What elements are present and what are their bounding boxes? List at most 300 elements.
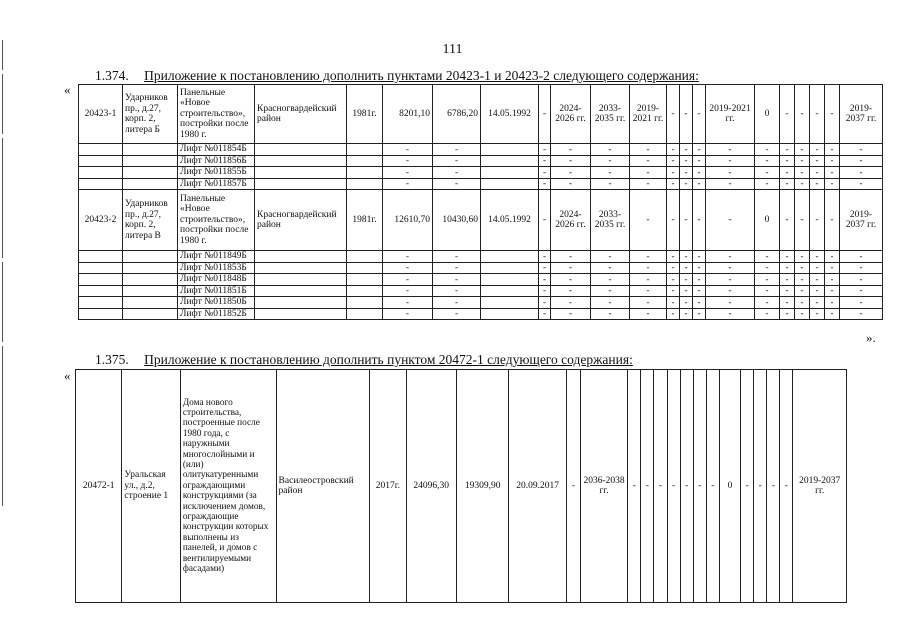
page-number: 111 [442, 42, 463, 57]
empty-cell [481, 308, 539, 320]
area-living: 19309,90 [456, 370, 508, 603]
date: 14.05.1992 [481, 85, 539, 144]
empty-cell [347, 167, 383, 179]
dash-cell: - [628, 370, 641, 603]
dash-cell: - [539, 155, 551, 167]
dash-cell: - [680, 178, 693, 190]
dash-cell: - [566, 370, 580, 603]
dash-cell: - [693, 370, 706, 603]
empty-cell [255, 308, 347, 320]
item-id: 20423-1 [79, 85, 123, 144]
dash-cell: - [693, 155, 706, 167]
section-1375-heading [95, 352, 633, 368]
dash-cell: - [383, 251, 433, 263]
dash-cell: - [825, 178, 840, 190]
dash-cell: - [667, 144, 680, 156]
dash-cell: - [680, 144, 693, 156]
dash-cell: - [680, 155, 693, 167]
dash-cell: - [383, 297, 433, 309]
dash-cell: - [693, 144, 706, 156]
empty-cell [123, 251, 178, 263]
dash-cell: - [667, 251, 680, 263]
dash-cell: - [810, 155, 825, 167]
district: Красногвардейский район [255, 85, 347, 144]
lift-row [79, 297, 883, 309]
dash-cell: - [795, 262, 810, 274]
building-type: Дома нового строительства, построенные после 1980 года, с наружными многослойными и (или) олитукатуренными ограждающими конструкциями (за исключением домов, ограждающие конструкции которых выполнены из панелей, и домов с вентилируемыми фасадами) [180, 370, 276, 603]
dash-cell: - [630, 297, 667, 309]
period-cell: 2019-2037 гг. [840, 190, 883, 251]
dash-cell: - [755, 285, 780, 297]
area-total: 12610,70 [383, 190, 433, 251]
empty-cell [347, 178, 383, 190]
empty-cell [347, 251, 383, 263]
period-cell: 2033-2035 гг. [591, 190, 630, 251]
dash-cell: - [810, 85, 825, 144]
empty-cell [255, 144, 347, 156]
empty-cell [79, 167, 123, 179]
period-cell: 2019-2037 гг. [793, 370, 847, 603]
dash-cell: - [706, 144, 755, 156]
empty-cell [123, 178, 178, 190]
dash-cell: - [433, 285, 481, 297]
dash-cell: - [433, 251, 481, 263]
empty-cell [255, 274, 347, 286]
area-total: 24096,30 [406, 370, 456, 603]
dash-cell: - [693, 178, 706, 190]
lift-row [79, 274, 883, 286]
empty-cell [123, 285, 178, 297]
lift-row [79, 144, 883, 156]
dash-cell: - [795, 178, 810, 190]
dash-cell: - [667, 85, 680, 144]
buildings-table-1 [78, 84, 883, 320]
dash-cell: - [780, 155, 795, 167]
dash-cell: - [795, 167, 810, 179]
dash-cell: - [706, 251, 755, 263]
dash-cell: - [780, 274, 795, 286]
dash-cell: - [693, 285, 706, 297]
lift-row [79, 285, 883, 297]
dash-cell: - [551, 274, 591, 286]
empty-cell [481, 155, 539, 167]
dash-cell: - [840, 297, 883, 309]
lift-label: Лифт №011855Б [178, 167, 255, 179]
dash-cell: - [539, 167, 551, 179]
lift-label: Лифт №011852Б [178, 308, 255, 320]
dash-cell: - [780, 178, 795, 190]
empty-cell [79, 297, 123, 309]
period-cell: 2019-2021 гг. [706, 85, 755, 144]
zero-cell: 0 [719, 370, 740, 603]
dash-cell: - [780, 190, 795, 251]
dash-cell: - [825, 190, 840, 251]
building-type: Панельные «Новое строительство», постройки после 1980 г. [178, 85, 255, 144]
lift-row [79, 251, 883, 263]
empty-cell [481, 144, 539, 156]
empty-cell [347, 274, 383, 286]
dash-cell: - [825, 167, 840, 179]
dash-cell: - [667, 285, 680, 297]
dash-cell: - [539, 144, 551, 156]
dash-cell: - [591, 308, 630, 320]
dash-cell: - [591, 155, 630, 167]
empty-cell [347, 144, 383, 156]
dash-cell: - [810, 274, 825, 286]
dash-cell: - [539, 178, 551, 190]
dash-cell: - [630, 285, 667, 297]
area-total: 8201,10 [383, 85, 433, 144]
dash-cell: - [433, 144, 481, 156]
empty-cell [123, 167, 178, 179]
dash-cell: - [795, 155, 810, 167]
empty-cell [481, 262, 539, 274]
dash-cell: - [693, 308, 706, 320]
lift-label: Лифт №011857Б [178, 178, 255, 190]
dash-cell: - [706, 178, 755, 190]
dash-cell: - [667, 167, 680, 179]
lift-label: Лифт №011850Б [178, 297, 255, 309]
dash-cell: - [591, 178, 630, 190]
section-1374-heading [95, 68, 699, 84]
dash-cell: - [706, 262, 755, 274]
dash-cell: - [840, 251, 883, 263]
dash-cell: - [630, 251, 667, 263]
dash-cell: - [539, 285, 551, 297]
dash-cell: - [825, 308, 840, 320]
dash-cell: - [630, 155, 667, 167]
dash-cell: - [539, 85, 551, 144]
dash-cell: - [630, 308, 667, 320]
lift-row [79, 155, 883, 167]
dash-cell: - [680, 274, 693, 286]
empty-cell [123, 144, 178, 156]
period-cell: - [630, 190, 667, 251]
building-type: Панельные «Новое строительство», постройки после 1980 г. [178, 190, 255, 251]
empty-cell [79, 144, 123, 156]
area-living: 10430,60 [433, 190, 481, 251]
dash-cell: - [654, 370, 667, 603]
binding-marks [2, 40, 4, 600]
dash-cell: - [755, 144, 780, 156]
item-id: 20423-2 [79, 190, 123, 251]
address: Ударников пр., д.27, корп. 2, литера В [123, 190, 178, 251]
dash-cell: - [795, 285, 810, 297]
empty-cell [255, 251, 347, 263]
dash-cell: - [693, 251, 706, 263]
empty-cell [255, 167, 347, 179]
dash-cell: - [641, 370, 654, 603]
dash-cell: - [680, 167, 693, 179]
dash-cell: - [667, 274, 680, 286]
dash-cell: - [810, 190, 825, 251]
period-cell: - [706, 190, 755, 251]
dash-cell: - [680, 262, 693, 274]
dash-cell: - [591, 297, 630, 309]
dash-cell: - [767, 370, 780, 603]
dash-cell: - [840, 285, 883, 297]
dash-cell: - [840, 308, 883, 320]
dash-cell: - [630, 178, 667, 190]
dash-cell: - [680, 85, 693, 144]
item-id: 20472-1 [76, 370, 122, 603]
empty-cell [123, 297, 178, 309]
dash-cell: - [551, 297, 591, 309]
empty-cell [347, 297, 383, 309]
dash-cell: - [383, 274, 433, 286]
empty-cell [79, 285, 123, 297]
dash-cell: - [706, 308, 755, 320]
empty-cell [347, 285, 383, 297]
open-quote: « [64, 368, 71, 383]
dash-cell: - [754, 370, 767, 603]
close-quote: ». [866, 330, 876, 345]
district: Красногвардейский район [255, 190, 347, 251]
dash-cell: - [706, 370, 719, 603]
empty-cell [255, 285, 347, 297]
dash-cell: - [755, 167, 780, 179]
section-number: 1.374. [95, 68, 129, 83]
zero-cell: 0 [755, 85, 780, 144]
dash-cell: - [680, 190, 693, 251]
period-cell: 2033-2035 гг. [591, 85, 630, 144]
dash-cell: - [630, 274, 667, 286]
empty-cell [79, 274, 123, 286]
empty-cell [79, 251, 123, 263]
dash-cell: - [840, 167, 883, 179]
period-cell: 2019-2021 гг. [630, 85, 667, 144]
empty-cell [481, 274, 539, 286]
dash-cell: - [825, 251, 840, 263]
date: 14.05.1992 [481, 190, 539, 251]
dash-cell: - [706, 274, 755, 286]
lift-label: Лифт №011851Б [178, 285, 255, 297]
dash-cell: - [741, 370, 754, 603]
lift-row [79, 167, 883, 179]
dash-cell: - [680, 251, 693, 263]
empty-cell [347, 262, 383, 274]
dash-cell: - [780, 144, 795, 156]
dash-cell: - [433, 155, 481, 167]
dash-cell: - [591, 167, 630, 179]
dash-cell: - [840, 274, 883, 286]
dash-cell: - [780, 85, 795, 144]
dash-cell: - [755, 178, 780, 190]
dash-cell: - [755, 262, 780, 274]
dash-cell: - [667, 262, 680, 274]
dash-cell: - [706, 285, 755, 297]
empty-cell [255, 178, 347, 190]
table-row [79, 190, 883, 251]
dash-cell: - [795, 190, 810, 251]
dash-cell: - [667, 190, 680, 251]
empty-cell [347, 155, 383, 167]
section-title: Приложение к постановлению дополнить пунктом 20472-1 следующего содержания: [144, 352, 633, 367]
dash-cell: - [383, 178, 433, 190]
dash-cell: - [433, 308, 481, 320]
dash-cell: - [433, 297, 481, 309]
dash-cell: - [840, 155, 883, 167]
lift-label: Лифт №011856Б [178, 155, 255, 167]
dash-cell: - [840, 144, 883, 156]
dash-cell: - [755, 274, 780, 286]
dash-cell: - [795, 308, 810, 320]
year: 1981г. [347, 85, 383, 144]
dash-cell: - [755, 251, 780, 263]
lift-row [79, 178, 883, 190]
empty-cell [123, 155, 178, 167]
dash-cell: - [591, 262, 630, 274]
dash-cell: - [693, 85, 706, 144]
lift-row [79, 308, 883, 320]
buildings-table-2 [75, 369, 847, 603]
dash-cell: - [539, 190, 551, 251]
lift-label: Лифт №011849Б [178, 251, 255, 263]
date: 20.09.2017 [509, 370, 566, 603]
dash-cell: - [795, 251, 810, 263]
empty-cell [255, 262, 347, 274]
dash-cell: - [693, 262, 706, 274]
area-living: 6786,20 [433, 85, 481, 144]
address: Ударников пр., д.27, корп. 2, литера Б [123, 85, 178, 144]
dash-cell: - [755, 297, 780, 309]
dash-cell: - [693, 274, 706, 286]
address: Уральская ул., д.2, строение 1 [122, 370, 180, 603]
dash-cell: - [551, 308, 591, 320]
empty-cell [481, 167, 539, 179]
dash-cell: - [539, 308, 551, 320]
dash-cell: - [825, 285, 840, 297]
dash-cell: - [840, 178, 883, 190]
empty-cell [481, 285, 539, 297]
empty-cell [79, 155, 123, 167]
dash-cell: - [630, 144, 667, 156]
dash-cell: - [539, 297, 551, 309]
dash-cell: - [680, 308, 693, 320]
dash-cell: - [795, 85, 810, 144]
dash-cell: - [706, 297, 755, 309]
dash-cell: - [551, 155, 591, 167]
dash-cell: - [551, 167, 591, 179]
dash-cell: - [591, 251, 630, 263]
dash-cell: - [680, 297, 693, 309]
period-cell: 2019-2037 гг. [840, 85, 883, 144]
dash-cell: - [825, 144, 840, 156]
dash-cell: - [433, 274, 481, 286]
dash-cell: - [591, 274, 630, 286]
dash-cell: - [433, 167, 481, 179]
section-number: 1.375. [95, 352, 129, 367]
dash-cell: - [780, 251, 795, 263]
dash-cell: - [780, 167, 795, 179]
section-title: Приложение к постановлению дополнить пунктами 20423-1 и 20423-2 следующего содержания: [144, 68, 699, 83]
dash-cell: - [693, 167, 706, 179]
dash-cell: - [810, 178, 825, 190]
dash-cell: - [667, 297, 680, 309]
empty-cell [347, 308, 383, 320]
dash-cell: - [780, 285, 795, 297]
empty-cell [123, 308, 178, 320]
dash-cell: - [755, 155, 780, 167]
dash-cell: - [780, 262, 795, 274]
dash-cell: - [825, 155, 840, 167]
dash-cell: - [539, 262, 551, 274]
dash-cell: - [551, 251, 591, 263]
dash-cell: - [433, 178, 481, 190]
dash-cell: - [433, 262, 481, 274]
dash-cell: - [383, 308, 433, 320]
dash-cell: - [680, 370, 693, 603]
empty-cell [79, 262, 123, 274]
dash-cell: - [755, 308, 780, 320]
dash-cell: - [825, 297, 840, 309]
empty-cell [481, 297, 539, 309]
empty-cell [255, 297, 347, 309]
dash-cell: - [539, 274, 551, 286]
empty-cell [481, 178, 539, 190]
dash-cell: - [630, 167, 667, 179]
dash-cell: - [551, 262, 591, 274]
dash-cell: - [383, 155, 433, 167]
dash-cell: - [383, 262, 433, 274]
dash-cell: - [667, 308, 680, 320]
dash-cell: - [840, 262, 883, 274]
table-row [79, 85, 883, 144]
dash-cell: - [810, 285, 825, 297]
empty-cell [123, 262, 178, 274]
dash-cell: - [383, 285, 433, 297]
year: 2017г. [370, 370, 406, 603]
zero-cell: 0 [755, 190, 780, 251]
table-row [76, 370, 847, 603]
empty-cell [79, 308, 123, 320]
dash-cell: - [667, 155, 680, 167]
lift-label: Лифт №011853Б [178, 262, 255, 274]
dash-cell: - [795, 297, 810, 309]
dash-cell: - [667, 370, 680, 603]
dash-cell: - [630, 262, 667, 274]
dash-cell: - [810, 297, 825, 309]
dash-cell: - [551, 144, 591, 156]
dash-cell: - [551, 178, 591, 190]
lift-label: Лифт №011854Б [178, 144, 255, 156]
empty-cell [123, 274, 178, 286]
year: 1981г. [347, 190, 383, 251]
lift-label: Лифт №011848Б [178, 274, 255, 286]
dash-cell: - [810, 144, 825, 156]
dash-cell: - [591, 144, 630, 156]
dash-cell: - [383, 167, 433, 179]
period-cell: 2024-2026 гг. [551, 190, 591, 251]
dash-cell: - [825, 262, 840, 274]
dash-cell: - [706, 155, 755, 167]
dash-cell: - [551, 285, 591, 297]
dash-cell: - [810, 167, 825, 179]
empty-cell [79, 178, 123, 190]
dash-cell: - [667, 178, 680, 190]
empty-cell [481, 251, 539, 263]
dash-cell: - [680, 285, 693, 297]
dash-cell: - [795, 274, 810, 286]
dash-cell: - [539, 251, 551, 263]
lift-row [79, 262, 883, 274]
district: Василеостровский район [276, 370, 370, 603]
dash-cell: - [706, 167, 755, 179]
open-quote: « [64, 82, 71, 97]
dash-cell: - [780, 297, 795, 309]
dash-cell: - [810, 308, 825, 320]
dash-cell: - [383, 144, 433, 156]
